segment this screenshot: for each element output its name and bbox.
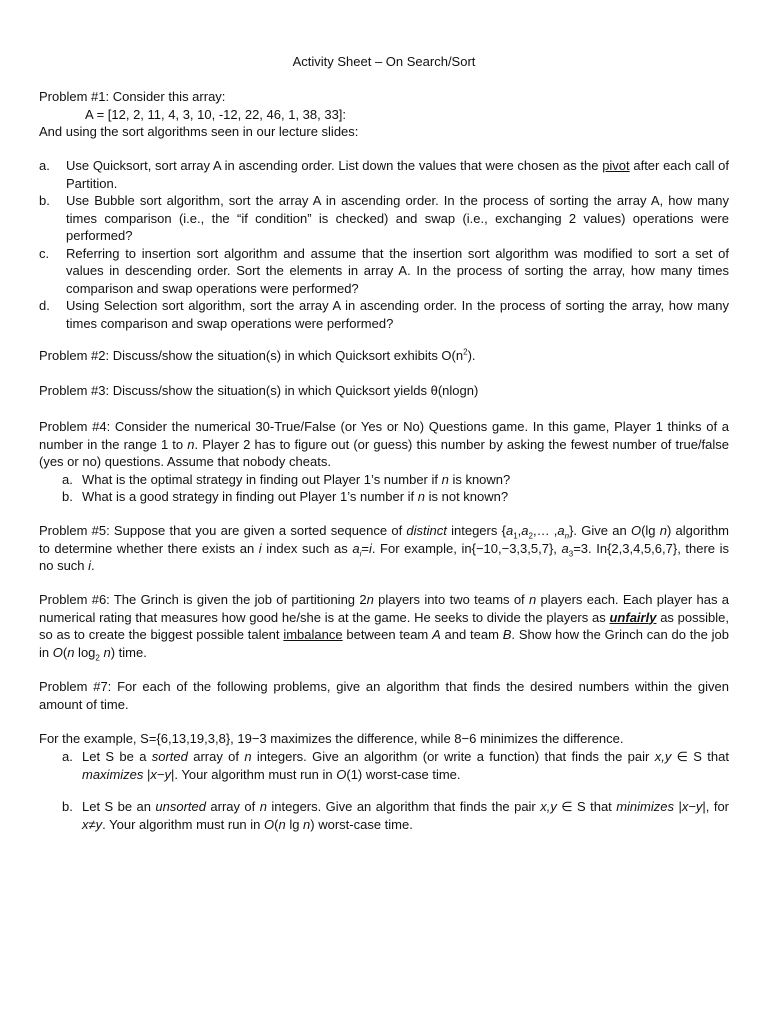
problem-1-item-c <box>39 245 729 298</box>
item-label: b. <box>62 799 73 814</box>
maximizes-term: maximizes <box>82 766 144 782</box>
item-label: a. <box>62 749 73 764</box>
text-run: (1) worst-case time. <box>346 766 461 782</box>
item-label: a. <box>62 471 73 487</box>
var-n: n <box>366 592 374 607</box>
var-n: n <box>244 749 252 764</box>
problem-1-array: A = [12, 2, 11, 4, 3, 10, -12, 22, 46, 1, 38, 33]: <box>85 106 347 122</box>
text-run: | <box>674 799 682 814</box>
item-text: Using Selection sort algorithm, sort the array A in ascending order. In the process of sorting the array, how many times comparison and swap operations were performed? <box>66 298 729 331</box>
text-run: integers { <box>446 523 506 538</box>
text-run: array of <box>205 799 260 814</box>
var-a: a <box>561 540 569 556</box>
problem-7-item-b <box>39 798 729 833</box>
problem-4 <box>39 418 729 506</box>
item-text: after each call of Partition. <box>66 158 729 191</box>
text-run: Let S be an <box>82 799 156 814</box>
sorted-term: sorted <box>151 749 188 764</box>
big-o: O <box>630 523 642 538</box>
text-run: Let S be a <box>82 749 152 764</box>
text-run: ) worst-case time. <box>310 816 413 832</box>
text-run: ( <box>274 816 279 832</box>
team-b: B <box>502 627 512 642</box>
unsorted-term: unsorted <box>155 799 206 814</box>
problem-4-text <box>39 418 729 471</box>
var-xmy: x−y <box>150 766 171 782</box>
text-run: players into two teams of <box>373 592 529 607</box>
text-run: integers. Give an algorithm (or write a function) that finds the pair <box>251 749 655 764</box>
subscript: 1 <box>513 531 518 541</box>
problem-1-items <box>39 157 729 332</box>
problem-1-item-d <box>39 297 729 332</box>
text-run: log <box>74 644 96 660</box>
problem-1-item-a <box>39 157 729 192</box>
problem-5 <box>39 522 729 575</box>
text-run: . Show how the Grinch can do the job in <box>39 627 729 660</box>
unfairly-term: unfairly <box>609 609 657 625</box>
item-label: a. <box>39 158 50 173</box>
item-text: is not known? <box>425 489 509 504</box>
var-n: n <box>528 592 537 607</box>
text-run: |. Your algorithm must run in <box>171 766 337 782</box>
var-i: i <box>258 540 262 556</box>
text-run: |, for <box>702 799 730 814</box>
problem-1 <box>39 88 729 141</box>
var-xy: x,y <box>540 799 557 814</box>
item-label: d. <box>39 298 50 313</box>
item-text: What is a good strategy in finding out Player 1’s number if <box>82 489 418 504</box>
minimizes-term: minimizes <box>616 799 675 814</box>
var-xmy: x−y <box>681 799 703 814</box>
page-title: Activity Sheet – On Search/Sort <box>292 54 476 69</box>
text-run: , <box>517 523 522 538</box>
problem-3: Problem #3: Discuss/show the situation(s) in which Quicksort yields θ(nlogn) <box>39 383 479 398</box>
text-run: array of <box>187 749 245 764</box>
text-run: lg <box>285 816 304 832</box>
var-xney: x≠y <box>82 816 103 832</box>
problem-7: Problem #7: For each of the following problems, give an algorithm that finds the desired numbers within the given amount of time. <box>39 679 729 712</box>
text-run: ) algorithm to determine whether there exists an <box>39 523 730 556</box>
text-run: }. Give an <box>569 523 631 538</box>
big-o: O <box>52 644 63 660</box>
var-n: n <box>303 816 311 832</box>
pivot-term: pivot <box>602 158 630 173</box>
problem-1-item-b <box>39 192 729 245</box>
var-a: a <box>521 523 529 538</box>
text-run: Problem #6: The Grinch is given the job of partitioning 2 <box>39 592 367 607</box>
exponent: 2 <box>463 347 468 357</box>
item-label: b. <box>39 193 50 208</box>
team-a: A <box>432 627 441 642</box>
problem-2-text: Problem #2: Discuss/show the situation(s) in which Quicksort exhibits O(n <box>39 348 464 363</box>
text-run: = <box>361 540 369 556</box>
text-run: Problem #4: Consider the numerical 30-True/False (or Yes or No) Questions game. In this game, Player 1 thinks of a number in the range 1 to <box>39 419 729 452</box>
var-n: n <box>67 644 75 660</box>
var-n: n <box>259 799 267 814</box>
text-run: . For example, in{−10,−3,3,5,7}, <box>371 540 562 556</box>
text-run: =3. In{2,3,4,5,6,7}, there is no such <box>39 540 730 573</box>
subscript: i <box>359 549 362 559</box>
var-n: n <box>417 489 426 504</box>
problem-4-item-b <box>39 488 729 506</box>
problem-1-intro: Problem #1: Consider this array: <box>39 89 226 104</box>
var-n: n <box>103 644 111 660</box>
text-run: ,… , <box>532 523 558 538</box>
text-run: . <box>91 558 95 573</box>
distinct-term: distinct <box>406 523 447 538</box>
problem-7-items <box>39 748 729 833</box>
var-a: a <box>352 540 360 556</box>
text-run: ∈ S that <box>671 749 729 764</box>
item-label: c. <box>39 245 50 261</box>
big-o: O <box>336 766 347 782</box>
problem-7-example: For the example, S={6,13,19,3,8}, 19−3 maximizes the difference, while 8−6 minimizes the difference. <box>39 731 624 746</box>
var-i: i <box>368 540 372 556</box>
text-run: and team <box>440 627 503 642</box>
problem-1-lead: And using the sort algorithms seen in our lecture slides: <box>39 124 359 139</box>
var-n: n <box>278 816 286 832</box>
var-n: n <box>441 471 449 487</box>
problem-4-item-a <box>39 471 729 489</box>
var-n: n <box>659 523 667 538</box>
text-run: (lg <box>641 523 660 538</box>
text-run: as possible, so as to create the biggest possible talent <box>39 609 729 642</box>
item-text: Use Quicksort, sort array A in ascending order. List down the values that were chosen as the <box>66 158 603 173</box>
text-run: players each. Each player has a numerical rating that measures how good he/she is at the game. He seeks to divide the players as <box>39 592 729 625</box>
subscript: 2 <box>95 653 100 663</box>
var-xy: x,y <box>654 749 672 764</box>
text-run: between team <box>342 627 433 642</box>
problem-2-end: ). <box>467 348 476 363</box>
item-text: is known? <box>448 471 511 487</box>
var-i: i <box>88 558 92 573</box>
text-run: ( <box>62 644 68 660</box>
problem-2 <box>39 347 729 365</box>
var-a: a <box>557 523 565 538</box>
subscript: 3 <box>568 549 574 559</box>
big-o: O <box>264 816 275 832</box>
var-a: a <box>505 523 514 538</box>
item-text: What is the optimal strategy in finding out Player 1’s number if <box>82 471 442 487</box>
text-run: integers. Give an algorithm that finds the pair <box>266 799 541 814</box>
item-text: Use Bubble sort algorithm, sort the array A in ascending order. In the process of sorting the array A, how many times comparison (i.e., the “if condition” is checked) and swap (i.e., exchanging 2 values) operations were performed? <box>66 193 729 243</box>
text-run: . Your algorithm must run in <box>102 816 264 832</box>
item-text: Referring to insertion sort algorithm and assume that the insertion sort algorithm was modified to sort a set of values in descending order. Sort the elements in array A. In the process of sorting the array, how many times comparison and swap operations were performed? <box>66 245 729 296</box>
problem-6 <box>39 591 729 661</box>
text-run: index such as <box>261 540 353 556</box>
var-n: n <box>187 436 195 452</box>
text-run: Problem #5: Suppose that you are given a sorted sequence of <box>39 523 407 538</box>
subscript: n <box>564 531 570 541</box>
imbalance-term: imbalance <box>283 627 343 642</box>
subscript: 2 <box>528 531 533 541</box>
item-label: b. <box>62 489 73 504</box>
text-run: | <box>143 766 151 782</box>
problem-7-item-a <box>39 748 729 783</box>
text-run: . Player 2 has to figure out (or guess) this number by asking the fewest number of true/false (yes or no) questions. Assume that nobody cheats. <box>39 436 729 469</box>
text-run: ∈ S that <box>556 799 617 814</box>
text-run: ) time. <box>110 644 147 660</box>
